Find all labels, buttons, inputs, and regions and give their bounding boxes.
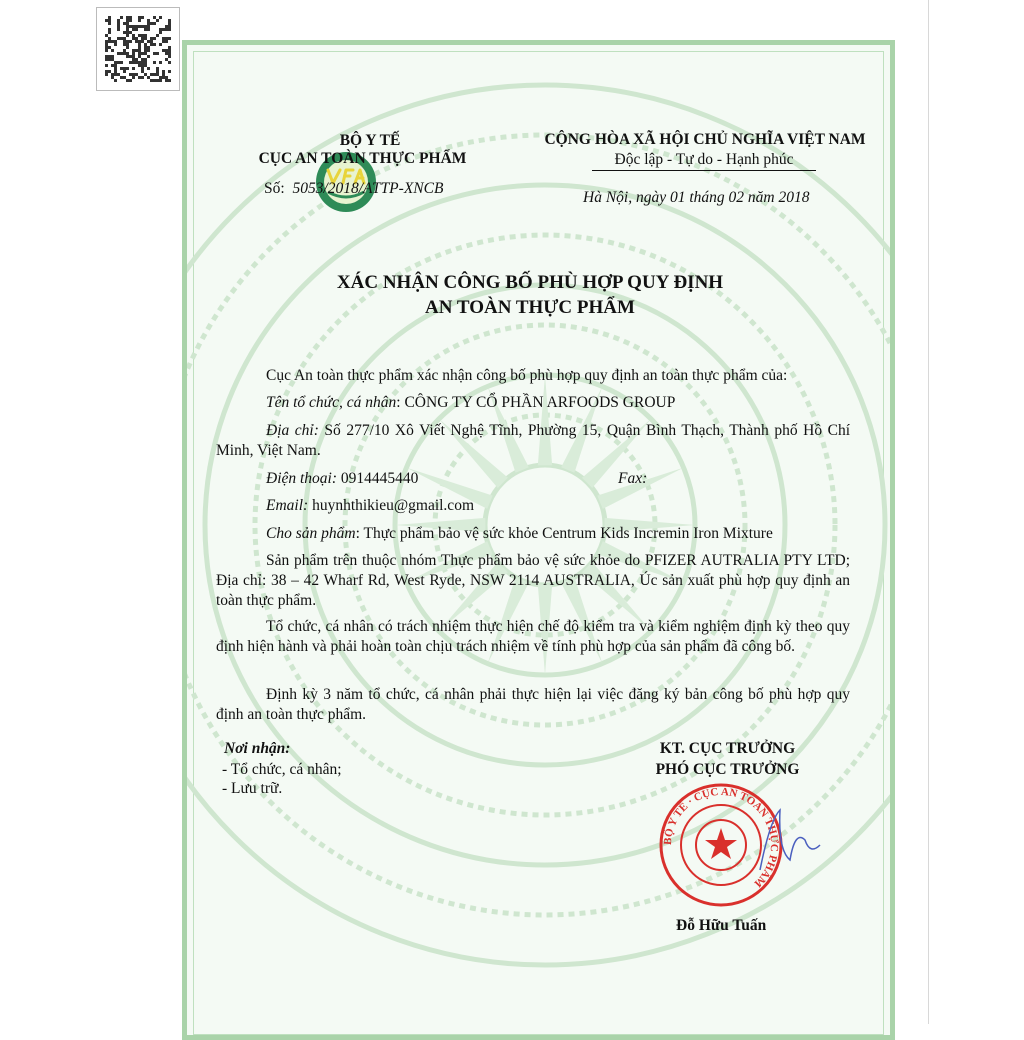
signer-name: Đỗ Hữu Tuấn [676, 917, 767, 934]
handwritten-signature [750, 800, 830, 880]
responsibility-paragraph: Tổ chức, cá nhân có trách nhiệm thực hiện chế độ kiểm tra và kiểm nghiệm định kỳ theo quy định hiện hành và phải hoàn toàn chịu trách nhiệm về tính phù hợp của sản phẩm đã công bố. [216, 618, 850, 655]
document-title-line1: XÁC NHẬN CÔNG BỐ PHÙ HỢP QUY ĐỊNH [336, 272, 724, 293]
renewal-paragraph: Định kỳ 3 năm tổ chức, cá nhân phải thực hiện lại việc đăng ký bản công bố phù hợp quy định an toàn thực phẩm. [216, 686, 850, 723]
manufacturer-paragraph: Sản phẩm trên thuộc nhóm Thực phẩm bảo vệ sức khỏe do PFIZER AUTRALIA PTY LTD; Địa chỉ: 38 – 42 Wharf Rd, West Ryde, NSW 2114 AUSTRALIA, Úc sản xuất phù hợp quy định an toàn thực phẩm. [216, 552, 850, 609]
ministry-name: BỘ Y TẾ [339, 132, 401, 149]
qr-code [96, 7, 180, 91]
fax-label: Fax: [618, 470, 648, 487]
department-name: CỤC AN TOÀN THỰC PHẨM [258, 150, 467, 167]
svg-text:BỘ Y TẾ · CỤC AN TOÀN THỰC PHẨ: BỘ Y TẾ · CỤC AN TOÀN THỰC PHẨM [661, 785, 781, 890]
recipients-label: Nơi nhận: [224, 740, 291, 757]
motto: Độc lập - Tự do - Hạnh phúc [592, 150, 816, 171]
country-name: CỘNG HÒA XÃ HỘI CHỦ NGHĨA VIỆT NAM [544, 131, 866, 148]
product: Cho sản phẩm: Thực phẩm bảo vệ sức khỏe Centrum Kids Incremin Iron Mixture [266, 525, 773, 542]
recipient-item: - Tổ chức, cá nhân; [222, 761, 342, 778]
document-number: Số: 5053/2018/ATTP-XNCB [264, 180, 444, 197]
phone: Điện thoại: 0914445440 [266, 470, 419, 487]
intro-text: Cục An toàn thực phẩm xác nhận công bố phù hợp quy định an toàn thực phẩm của: [266, 367, 788, 384]
recipient-item: - Lưu trữ. [222, 780, 283, 797]
signer-title-2: PHÓ CỤC TRƯỞNG [655, 761, 800, 778]
organization: Tên tổ chức, cá nhân: CÔNG TY CỔ PHẦN ARFOODS GROUP [266, 394, 676, 411]
page-edge-divider [928, 0, 929, 1024]
email: Email: huynhthikieu@gmail.com [266, 497, 474, 514]
address: Địa chỉ: Số 277/10 Xô Viết Nghệ Tĩnh, Phường 15, Quận Bình Thạch, Thành phố Hồ Chí Minh, Việt Nam. [216, 422, 850, 459]
document-title-line2: AN TOÀN THỰC PHẨM [425, 297, 635, 318]
signer-title-1: KT. CỤC TRƯỞNG [659, 740, 796, 757]
issue-date: Hà Nội, ngày 01 tháng 02 năm 2018 [583, 189, 810, 206]
